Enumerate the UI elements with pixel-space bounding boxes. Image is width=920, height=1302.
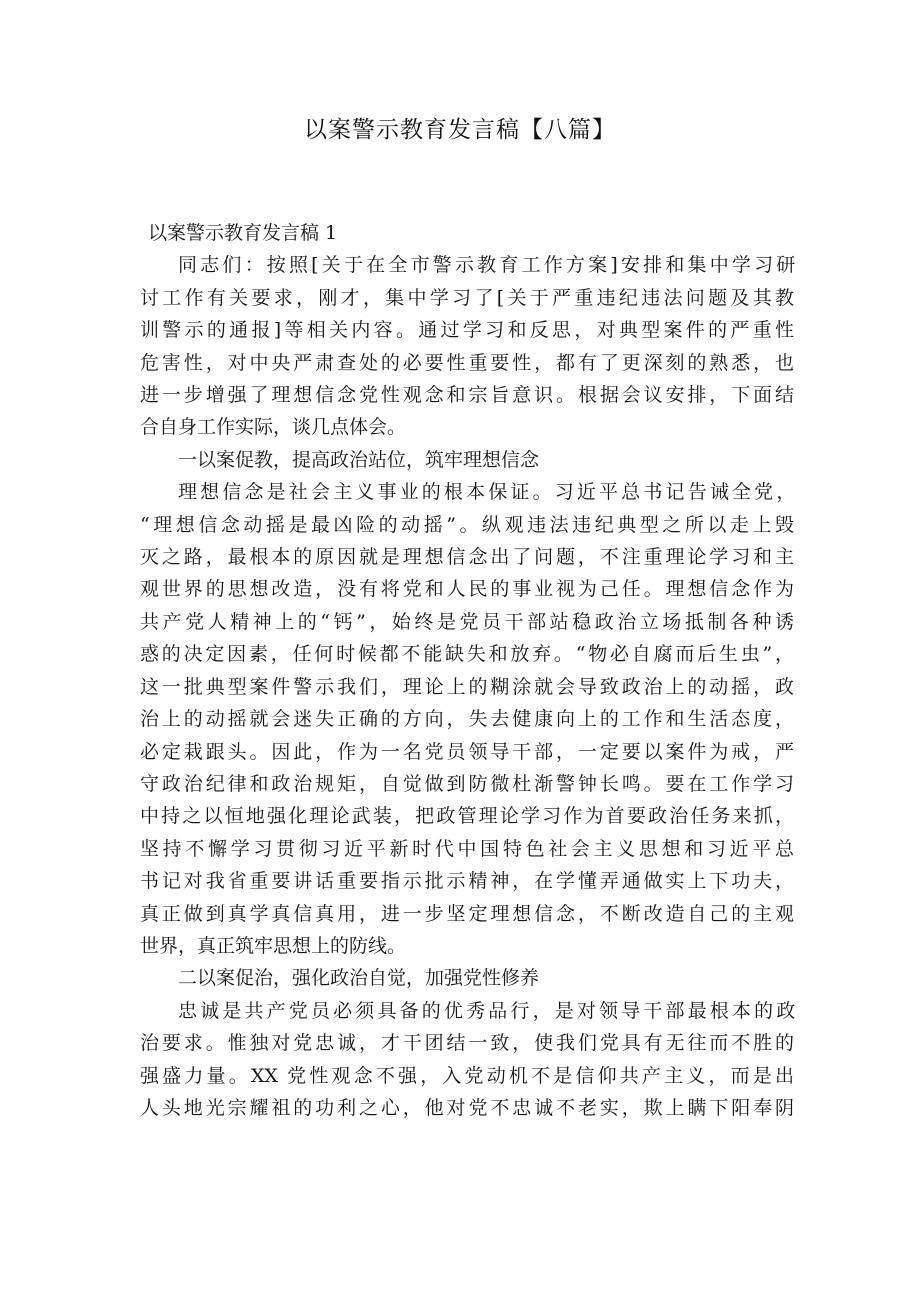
paragraph-one xyxy=(140,476,794,962)
text-line: 训警示的通报]等相关内容。通过学习和反思，对典型案件的严重性 xyxy=(140,319,794,342)
heading-one: 一以案促教，提高政治站位，筑牢理想信念 xyxy=(178,448,540,471)
text-line: “理想信念动摇是最凶险的动摇”。纵观违法违纪典型之所以走上毁 xyxy=(140,513,794,536)
text-line: 理想信念是社会主义事业的根本保证。习近平总书记告诫全党， xyxy=(178,481,794,504)
text-line: 中持之以恒地强化理论武装，把政管理论学习作为首要政治任务来抓， xyxy=(140,805,794,828)
text-line: 观世界的思想改造，没有将党和人民的事业视为己任。理想信念作为 xyxy=(140,578,794,601)
text-line: 危害性，对中央严肃查处的必要性重要性，都有了更深刻的熟悉，也 xyxy=(140,351,794,374)
document-title: 以案警示教育发言稿【八篇】 xyxy=(304,117,616,143)
intro-paragraph xyxy=(140,249,794,443)
text-line: 同志们：按照[关于在全市警示教育工作方案]安排和集中学习研 xyxy=(178,254,794,277)
text-line: 守政治纪律和政治规矩，自觉做到防微杜渐警钟长鸣。要在工作学习 xyxy=(140,772,794,795)
heading-two: 二以案促治，强化政治自觉，加强党性修养 xyxy=(178,967,540,990)
text-line: 强盛力量。XX 党性观念不强，入党动机不是信仰共产主义，而是出 xyxy=(140,1064,794,1087)
text-line: 坚持不懈学习贯彻习近平新时代中国特色社会主义思想和习近平总 xyxy=(140,837,794,860)
text-line: 惑的决定因素，任何时候都不能缺失和放弃。“物必自腐而后生虫”， xyxy=(140,643,794,666)
text-line: 共产党人精神上的“钙”，始终是党员干部站稳政治立场抵制各种诱 xyxy=(140,610,794,633)
text-line: 书记对我省重要讲话重要指示批示精神，在学懂弄通做实上下功夫， xyxy=(140,870,794,893)
text-line: 治要求。惟独对党忠诚，才干团结一致，使我们党具有无往而不胜的 xyxy=(140,1032,794,1055)
text-line: 治上的动摇就会迷失正确的方向，失去健康向上的工作和生活态度， xyxy=(140,708,794,731)
text-line: 人头地光宗耀祖的功利之心，他对党不忠诚不老实，欺上瞒下阳奉阴 xyxy=(140,1096,794,1119)
section-title: 以案警示教育发言稿 1 xyxy=(148,222,338,244)
text-line: 真正做到真学真信真用，进一步坚定理想信念，不断改造自己的主观 xyxy=(140,902,794,925)
text-line: 这一批典型案件警示我们，理论上的糊涂就会导致政治上的动摇，政 xyxy=(140,675,794,698)
paragraph-two xyxy=(140,995,794,1125)
text-line: 灭之路，最根本的原因就是理想信念出了问题，不注重理论学习和主 xyxy=(140,546,794,569)
text-line: 进一步增强了理想信念党性观念和宗旨意识。根据会议安排，下面结 xyxy=(140,384,794,407)
text-line: 必定栽跟头。因此，作为一名党员领导干部，一定要以案件为戒，严 xyxy=(140,740,794,763)
text-line: 忠诚是共产党员必须具备的优秀品行，是对领导干部最根本的政 xyxy=(178,999,794,1022)
text-line: 世界，真正筑牢思想上的防线。 xyxy=(140,934,407,957)
document-body xyxy=(140,217,794,1124)
text-line: 合自身工作实际，谈几点体会。 xyxy=(140,416,407,439)
text-line: 讨工作有关要求，刚才，集中学习了[关于严重违纪违法问题及其教 xyxy=(140,286,794,309)
